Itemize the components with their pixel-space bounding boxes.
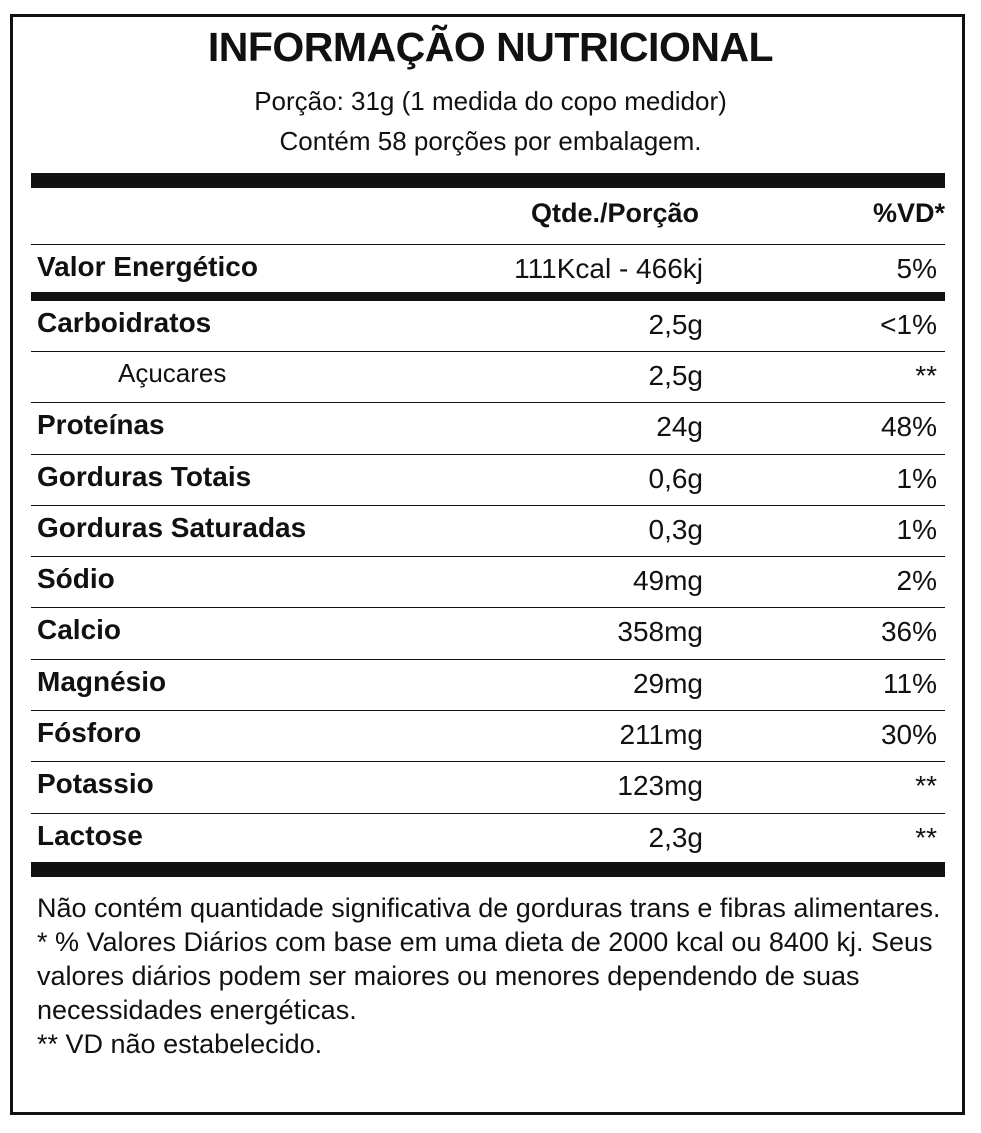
row-label: Potassio: [37, 768, 154, 799]
table-row-magnesio: [31, 660, 945, 711]
row-label: Lactose: [37, 820, 143, 851]
table-row-fosforo: [31, 711, 945, 762]
table-header: [31, 196, 945, 236]
row-qty: 211mg: [619, 719, 703, 750]
table-row-acucares: [31, 352, 945, 403]
row-vd: 36%: [880, 616, 937, 647]
row-qty: 358mg: [617, 616, 703, 647]
row-label: Sódio: [37, 563, 115, 594]
row-label: Fósforo: [37, 717, 142, 748]
row-label: Magnésio: [37, 666, 167, 697]
label-title: INFORMAÇÃO NUTRICIONAL: [207, 24, 774, 70]
row-label: Gorduras Totais: [37, 461, 252, 492]
row-label: Açucares: [118, 358, 227, 388]
header-qty: Qtde./Porção: [530, 198, 699, 228]
row-vd: <1%: [880, 309, 937, 340]
table-row-potassio: [31, 762, 945, 813]
bottom-thick-divider: [31, 862, 945, 877]
table-row-gorduras-saturadas: [31, 506, 945, 557]
top-thick-divider: [31, 173, 945, 188]
row-qty: 0,3g: [648, 514, 703, 545]
row-qty: 123mg: [617, 770, 703, 801]
row-vd: 2%: [896, 565, 937, 596]
energy-thick-divider: [31, 292, 945, 301]
servings-per-package: Contém 58 porções por embalagem.: [279, 126, 702, 156]
row-qty: 29mg: [632, 668, 703, 699]
footnote-daily-values: * % Valores Diários com base em uma dieta de 2000 kcal ou 8400 kj. Seus valores diários podem ser maiores ou menores dependendo de suas necessidades energéticas.: [37, 927, 933, 1025]
row-qty: 49mg: [632, 565, 703, 596]
row-vd: 5%: [896, 253, 937, 284]
footnote-trans-fat: Não contém quantidade significativa de gorduras trans e fibras alimentares.: [37, 893, 941, 923]
row-vd: 11%: [883, 668, 937, 699]
table-row-valor-energetico: [31, 245, 945, 296]
row-qty: 24g: [656, 411, 703, 442]
row-vd: **: [915, 822, 937, 853]
table-row-carboidratos: [31, 301, 945, 352]
row-label: Calcio: [37, 614, 122, 645]
table-row-sodio: [31, 557, 945, 608]
footnotes: [37, 891, 947, 1061]
row-vd: 48%: [880, 411, 937, 442]
header-vd: %VD*: [872, 198, 945, 228]
row-qty: 111Kcal - 466kj: [514, 253, 703, 284]
row-label: Proteínas: [37, 409, 165, 440]
table-row-gorduras-totais: [31, 455, 945, 506]
serving-size: Porção: 31g (1 medida do copo medidor): [254, 86, 727, 116]
row-label: Valor Energético: [37, 251, 258, 282]
table-row-lactose: [31, 814, 945, 865]
row-qty: 2,5g: [648, 360, 703, 391]
row-vd: **: [915, 770, 937, 801]
row-vd: 1%: [896, 463, 937, 494]
table-row-proteinas: [31, 403, 945, 454]
row-label: Gorduras Saturadas: [37, 512, 307, 543]
row-vd: 30%: [880, 719, 937, 750]
footnote-not-established: ** VD não estabelecido.: [37, 1029, 323, 1059]
row-qty: 2,5g: [648, 309, 703, 340]
row-qty: 2,3g: [648, 822, 703, 853]
table-row-calcio: [31, 608, 945, 659]
row-vd: 1%: [896, 514, 937, 545]
row-qty: 0,6g: [648, 463, 703, 494]
row-label: Carboidratos: [37, 307, 212, 338]
row-vd: **: [915, 360, 937, 391]
